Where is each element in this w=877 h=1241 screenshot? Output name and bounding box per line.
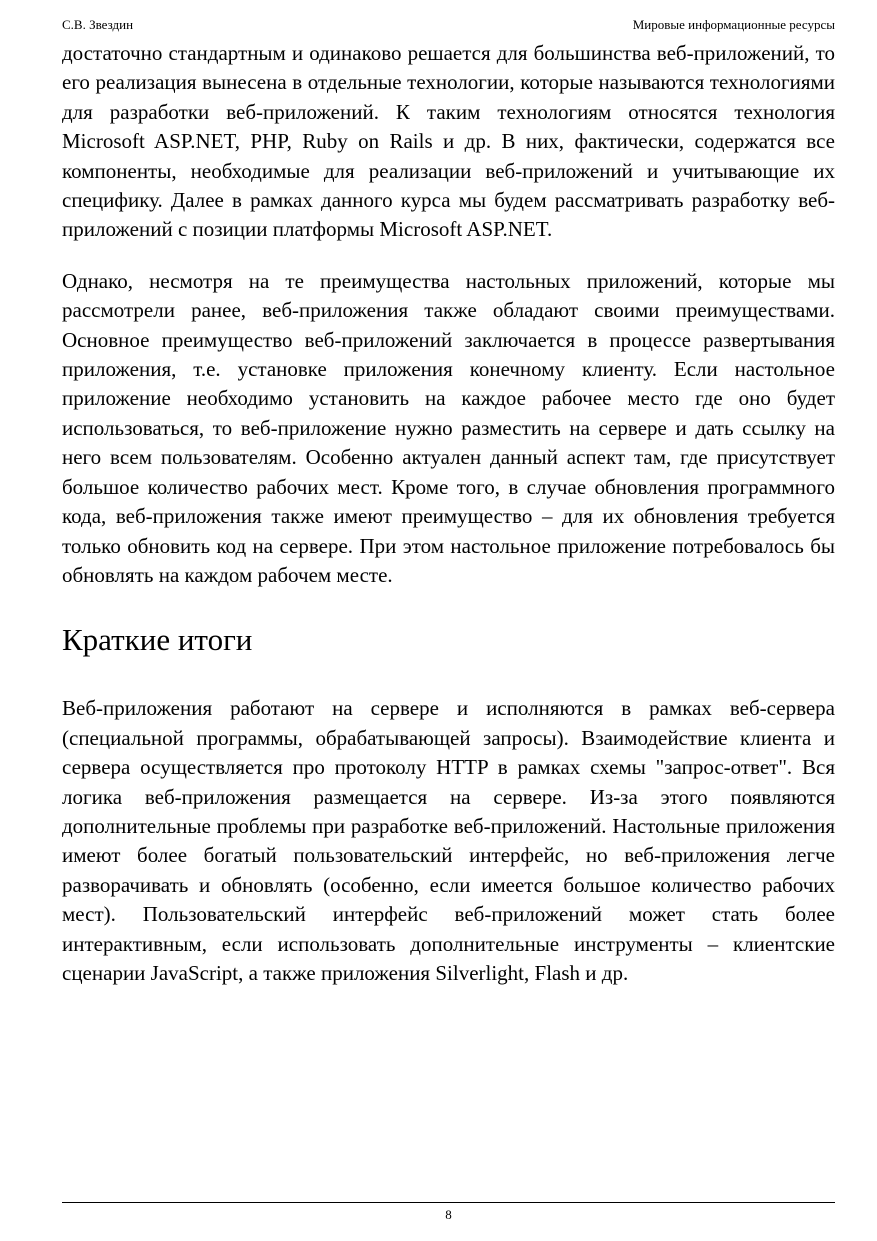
section-heading: Краткие итоги	[62, 622, 253, 658]
running-header	[62, 17, 835, 33]
body-text	[62, 39, 835, 988]
page-number: 8	[445, 1207, 452, 1222]
paragraph-2: Однако, несмотря на те преимущества настольных приложений, которые мы рассмотрели ранее, веб-приложения также обладают своими преимуществами. Основное преимущество веб-приложений заключается в процессе развертывания приложения, т.е. установке приложения конечному клиенту. Если настольное приложение необходимо установить на каждое рабочее место где оно будет использоваться, то веб-приложение нужно разместить на сервере и дать ссылку на него всем пользователям. Особенно актуален данный аспект там, где присутствует большое количество рабочих мест. Кроме того, в случае обновления программного кода, веб-приложения также имеют преимущество – для их обновления требуется только обновить код на сервере. При этом настольное приложение потребовалось бы обновлять на каждом рабочем месте.	[62, 268, 835, 587]
document-page	[62, 0, 835, 1241]
footer-divider	[62, 1202, 835, 1203]
header-author: С.В. Звездин	[62, 17, 134, 32]
paragraph-3: Веб-приложения работают на сервере и исполняются в рамках веб-сервера (специальной программы, обрабатывающей запросы). Взаимодействие клиента и сервера осуществляется про протоколу HTTP в рамках схемы "запрос-ответ". Вся логика веб-приложения размещается на сервере. Из-за этого появляются дополнительные проблемы при разработке веб-приложений. Настольные приложения имеют более богатый пользовательский интерфейс, но веб-приложения легче разворачивать и обновлять (особенно, если имеется большое количество рабочих мест). Пользовательский интерфейс веб-приложений может стать более интерактивным, если использовать дополнительные инструменты – клиентские сценарии JavaScript, а также приложения Silverlight, Flash и др.	[62, 696, 835, 985]
paragraph-1: достаточно стандартным и одинаково решается для большинства веб-приложений, то его реализация вынесена в отдельные технологии, которые называются технологиями для разработки веб-приложений. К таким технологиям относятся технология Microsoft ASP.NET, PHP, Ruby on Rails и др. В них, фактически, содержатся все компоненты, необходимые для реализации веб-приложений и учитывающие их специфику. Далее в рамках данного курса мы будем рассматривать разработку веб-приложений с позиции платформы Microsoft ASP.NET.	[62, 41, 835, 242]
header-course-title: Мировые информационные ресурсы	[632, 17, 835, 32]
